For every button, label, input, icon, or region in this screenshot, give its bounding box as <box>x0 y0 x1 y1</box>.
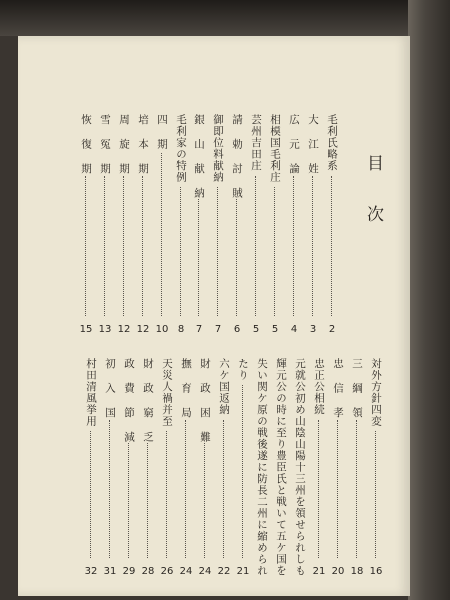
toc-entry-title: 請 勅 討 賊 <box>231 114 243 199</box>
leader-dots <box>109 420 110 559</box>
toc-entry-title: 培 本 期 <box>137 114 149 175</box>
leader-dots <box>318 420 319 559</box>
leader-dots <box>166 431 167 558</box>
toc-entry-title: たり <box>237 358 249 381</box>
page-number: 22 <box>217 566 231 577</box>
toc-entry-title: 毛利家の特例 <box>175 114 187 183</box>
toc-entry <box>305 114 321 336</box>
page-number: 5 <box>271 324 279 335</box>
toc-entry-title: 大 江 姓 <box>307 114 319 175</box>
toc-entry-title: 御即位料献納 <box>212 114 224 183</box>
toc-entry-title: 政 費 節 減 <box>123 358 135 443</box>
leader-dots <box>123 176 124 317</box>
leader-dots <box>180 187 181 316</box>
leader-dots <box>255 176 256 317</box>
page-number: 6 <box>233 324 241 335</box>
toc-entry <box>140 358 156 578</box>
page-number: 21 <box>312 566 326 577</box>
right-page-edge <box>408 0 450 600</box>
leader-dots <box>337 420 338 559</box>
toc-entry <box>267 114 283 336</box>
toc-entry-title: 芸州吉田庄 <box>250 114 262 172</box>
toc-entry <box>368 358 384 578</box>
toc-entry <box>254 358 270 578</box>
page-number: 15 <box>79 324 93 335</box>
page-number: 16 <box>369 566 383 577</box>
page-number: 24 <box>179 566 193 577</box>
toc-entry-title: 対外方針四変 <box>370 358 382 427</box>
toc-entry <box>229 114 245 336</box>
toc-entry-title: 周 旋 期 <box>118 114 130 175</box>
toc-entry-title: 初 入 国 <box>104 358 116 419</box>
page-number: 18 <box>350 566 364 577</box>
page-number: 24 <box>198 566 212 577</box>
page-number: 31 <box>103 566 117 577</box>
toc-entry-title: 六ケ国返納 <box>218 358 230 416</box>
toc-entry-title: 忠正公相続 <box>313 358 325 416</box>
book-page <box>18 36 410 596</box>
toc-entry-title: 雪 冤 期 <box>99 114 111 175</box>
page-number: 21 <box>236 566 250 577</box>
toc-entry <box>173 114 189 336</box>
toc-entry <box>324 114 340 336</box>
page-number: 2 <box>328 324 336 335</box>
toc-entry <box>286 114 302 336</box>
toc-entry <box>248 114 264 336</box>
toc-entry-title: 広 元 論 <box>288 114 300 175</box>
leader-dots <box>217 187 218 316</box>
toc-entry <box>154 114 170 336</box>
toc-entry <box>292 358 308 578</box>
leader-dots <box>128 443 129 559</box>
toc-entry <box>216 358 232 578</box>
leader-dots <box>242 385 243 558</box>
toc-entry-title: 恢 復 期 <box>80 114 92 175</box>
toc-entry-title: 天災人禍并至 <box>161 358 173 427</box>
leader-dots <box>236 199 237 317</box>
leader-dots <box>198 199 199 317</box>
toc-entry-title: 元就公初め山陰山陽十三州を領せられしも <box>294 358 306 577</box>
toc-entry <box>83 358 99 578</box>
leader-dots <box>223 420 224 559</box>
page-number: 7 <box>195 324 203 335</box>
page-number: 32 <box>84 566 98 577</box>
toc-entry-title: 毛利氏略系 <box>326 114 338 172</box>
toc-entry <box>102 358 118 578</box>
leader-dots <box>274 187 275 316</box>
page-number: 12 <box>117 324 131 335</box>
toc-entry <box>273 358 289 578</box>
toc-entry-title: 撫 育 局 <box>180 358 192 419</box>
top-shadow <box>0 0 450 36</box>
toc-entry-title: 財 政 困 難 <box>199 358 211 443</box>
leader-dots <box>375 431 376 558</box>
page-number: 5 <box>252 324 260 335</box>
toc-entry <box>116 114 132 336</box>
toc-entry <box>191 114 207 336</box>
page-number: 12 <box>136 324 150 335</box>
toc-entry-title: 四 期 <box>156 114 168 150</box>
toc-entry <box>178 358 194 578</box>
toc-entry-title: 三 綱 領 <box>351 358 363 419</box>
leader-dots <box>147 443 148 559</box>
leader-dots <box>161 153 162 317</box>
leader-dots <box>104 176 105 317</box>
toc-entry-title: 忠 信 孝 <box>332 358 344 419</box>
page-number: 28 <box>141 566 155 577</box>
page-number: 4 <box>290 324 298 335</box>
toc-entry-title: 輝元公の時に至り豊臣氏と戦いて五ケ国を <box>275 358 287 577</box>
page-number: 10 <box>155 324 169 335</box>
leader-dots <box>331 176 332 317</box>
toc-entry-title: 相模国毛利庄 <box>269 114 281 183</box>
toc-entry <box>97 114 113 336</box>
page-number: 20 <box>331 566 345 577</box>
leader-dots <box>312 176 313 317</box>
toc-entry <box>121 358 137 578</box>
toc-entry-title: 財 政 窮 乏 <box>142 358 154 443</box>
leader-dots <box>356 420 357 559</box>
leader-dots <box>85 176 86 317</box>
toc-entry <box>330 358 346 578</box>
leader-dots <box>90 431 91 558</box>
toc-entry <box>349 358 365 578</box>
page-title: 目次 <box>363 154 383 256</box>
toc-entry <box>159 358 175 578</box>
page-number: 29 <box>122 566 136 577</box>
page-number: 13 <box>98 324 112 335</box>
page-number: 26 <box>160 566 174 577</box>
leader-dots <box>185 420 186 559</box>
toc-entry <box>197 358 213 578</box>
page-number: 3 <box>309 324 317 335</box>
toc-entry <box>210 114 226 336</box>
toc-entry <box>78 114 94 336</box>
toc-entry <box>235 358 251 578</box>
toc-entry-title: 失い関ケ原の戦後遂に防長二州に縮められ <box>256 358 268 577</box>
leader-dots <box>142 176 143 317</box>
page-number: 7 <box>214 324 222 335</box>
toc-entry <box>135 114 151 336</box>
leader-dots <box>204 443 205 559</box>
toc-entry-title: 村田清風挙用 <box>85 358 97 427</box>
leader-dots <box>293 176 294 317</box>
page-number: 8 <box>177 324 185 335</box>
toc-entry-title: 銀 山 献 納 <box>193 114 205 199</box>
toc-entry <box>311 358 327 578</box>
